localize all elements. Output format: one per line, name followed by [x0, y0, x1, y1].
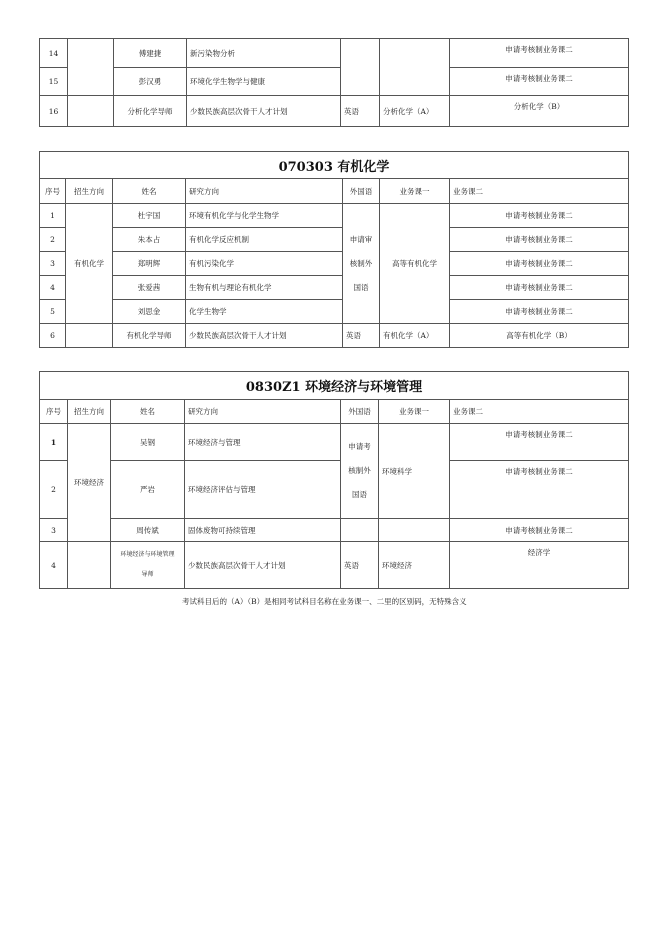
course2: 申请考核制业务课二	[450, 228, 629, 252]
research-direction: 有机化学反应机制	[186, 228, 343, 252]
table-row	[40, 228, 629, 252]
course1-cell	[379, 519, 450, 542]
header-row	[40, 400, 629, 424]
research-direction: 固体废物可持续管理	[185, 519, 341, 542]
foreign-language-cell	[341, 39, 380, 96]
foreign-language: 英语	[341, 96, 380, 127]
header-row	[40, 179, 629, 204]
header-direction: 招生方向	[68, 400, 111, 424]
supervisor-name: 有机化学导师	[113, 324, 186, 348]
foreign-line: 核制外	[348, 466, 371, 475]
course1: 分析化学（A）	[380, 96, 450, 127]
foreign-line: 申请审	[349, 234, 373, 244]
supervisor-name: 傅建捷	[114, 39, 187, 68]
direction-cell	[68, 96, 114, 127]
research-direction: 少数民族高层次骨干人才计划	[187, 96, 341, 127]
foreign-language: 英语	[341, 542, 379, 589]
course1: 有机化学（A）	[380, 324, 450, 348]
direction-cell: 环境经济	[68, 424, 111, 542]
supervisor-name: 彭汉勇	[114, 68, 187, 96]
header-direction: 招生方向	[66, 179, 113, 204]
supervisor-name	[111, 542, 185, 589]
row-number: 1	[40, 204, 66, 228]
table-row	[40, 461, 629, 519]
table-row	[40, 39, 629, 68]
course2: 申请考核制业务课二	[450, 461, 629, 519]
table-row	[40, 204, 629, 228]
course2: 申请考核制业务课二	[450, 276, 629, 300]
header-foreign: 外国语	[341, 400, 379, 424]
research-direction: 有机污染化学	[186, 252, 343, 276]
supervisor-name-line: 环境经济与环境管理	[120, 551, 175, 558]
supervisor-name: 吴钢	[111, 424, 185, 461]
course1-cell: 高等有机化学	[380, 204, 450, 324]
header-course2: 业务课二	[450, 179, 629, 204]
header-course1: 业务课一	[379, 400, 450, 424]
row-number: 1	[40, 424, 68, 461]
foreign-line: 核制外	[349, 258, 373, 268]
direction-cell: 有机化学	[66, 204, 113, 324]
supervisor-name: 杜宇国	[113, 204, 186, 228]
course1-cell: 环境科学	[379, 424, 450, 519]
header-foreign: 外国语	[343, 179, 380, 204]
course2: 申请考核制业务课二	[450, 252, 629, 276]
row-number: 15	[40, 68, 68, 96]
research-direction: 少数民族高层次骨干人才计划	[186, 324, 343, 348]
table-row	[40, 276, 629, 300]
table-row	[40, 252, 629, 276]
research-direction: 环境化学生物学与健康	[187, 68, 341, 96]
research-direction: 环境有机化学与化学生物学	[186, 204, 343, 228]
course2: 申请考核制业务课二	[450, 424, 629, 461]
header-name: 姓名	[113, 179, 186, 204]
header-name: 姓名	[111, 400, 185, 424]
row-number: 2	[40, 461, 68, 519]
footnote: 考试科目后的（A）（B）是相同考试科目名称在业务课一、二里的区别码，无特殊含义	[182, 597, 467, 606]
research-direction: 生物有机与理论有机化学	[186, 276, 343, 300]
research-direction: 环境经济与管理	[185, 424, 341, 461]
research-direction: 化学生物学	[186, 300, 343, 324]
course1: 环境经济	[379, 542, 450, 589]
direction-cell	[66, 324, 113, 348]
header-course1: 业务课一	[380, 179, 450, 204]
row-number: 14	[40, 39, 68, 68]
table-row	[40, 542, 629, 589]
course2: 分析化学（B）	[450, 96, 629, 127]
row-number: 4	[40, 542, 68, 589]
table-row	[40, 324, 629, 348]
analytical-chemistry-table-continuation	[39, 38, 629, 127]
foreign-language-cell	[341, 424, 379, 519]
table-row	[40, 96, 629, 127]
foreign-language: 英语	[343, 324, 380, 348]
research-direction: 环境经济评估与管理	[185, 461, 341, 519]
course2: 经济学	[450, 542, 629, 589]
table-row	[40, 424, 629, 461]
course2: 申请考核制业务课二	[450, 39, 629, 68]
table-row	[40, 519, 629, 542]
course2: 申请考核制业务课二	[450, 68, 629, 96]
row-number: 5	[40, 300, 66, 324]
section-title: 0830Z1 环境经济与环境管理	[40, 372, 629, 400]
course2: 申请考核制业务课二	[450, 519, 629, 542]
row-number: 16	[40, 96, 68, 127]
supervisor-name: 刘思金	[113, 300, 186, 324]
course1-cell	[380, 39, 450, 96]
research-direction: 新污染物分析	[187, 39, 341, 68]
supervisor-name-line: 导师	[141, 571, 154, 578]
supervisor-name: 分析化学导师	[114, 96, 187, 127]
row-number: 4	[40, 276, 66, 300]
course2: 申请考核制业务课二	[450, 300, 629, 324]
direction-cell	[68, 39, 114, 96]
direction-cell	[68, 542, 111, 589]
row-number: 3	[40, 519, 68, 542]
row-number: 2	[40, 228, 66, 252]
section-title: 070303 有机化学	[40, 152, 629, 179]
organic-chemistry-table	[39, 151, 629, 348]
foreign-language-cell	[341, 519, 379, 542]
table-row	[40, 300, 629, 324]
foreign-line: 国语	[353, 282, 369, 292]
supervisor-name: 张爱茜	[113, 276, 186, 300]
foreign-line: 申请考	[348, 442, 371, 451]
course2: 高等有机化学（B）	[450, 324, 629, 348]
foreign-language-cell	[343, 204, 380, 324]
header-research: 研究方向	[185, 400, 341, 424]
supervisor-name: 严岩	[111, 461, 185, 519]
header-research: 研究方向	[186, 179, 343, 204]
table-row	[40, 68, 629, 96]
supervisor-name: 周传斌	[111, 519, 185, 542]
supervisor-name: 朱本占	[113, 228, 186, 252]
row-number: 3	[40, 252, 66, 276]
environmental-economics-table	[39, 371, 629, 589]
supervisor-name: 郑明辉	[113, 252, 186, 276]
foreign-line: 国语	[352, 490, 367, 499]
course2: 申请考核制业务课二	[450, 204, 629, 228]
header-no: 序号	[40, 400, 68, 424]
header-no: 序号	[40, 179, 66, 204]
research-direction: 少数民族高层次骨干人才计划	[185, 542, 341, 589]
row-number: 6	[40, 324, 66, 348]
header-course2: 业务课二	[450, 400, 629, 424]
